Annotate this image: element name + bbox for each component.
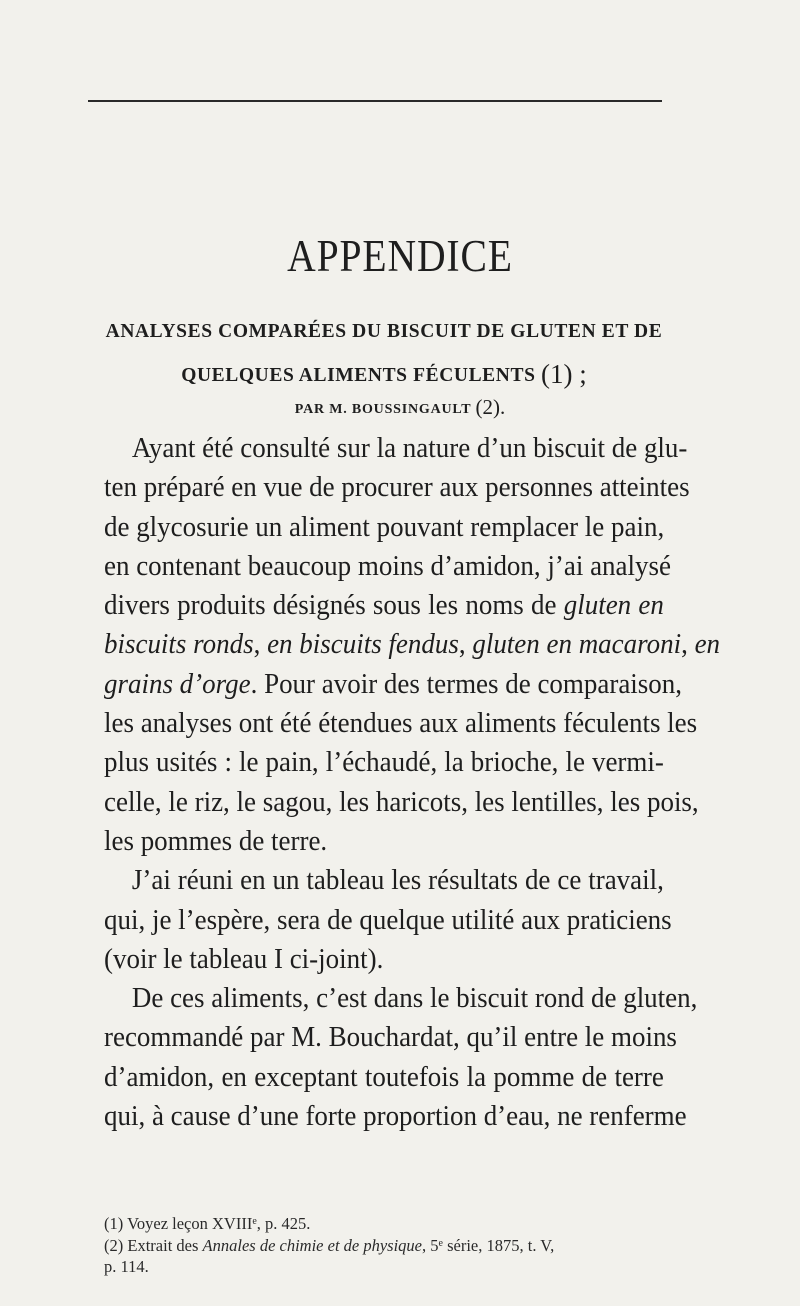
text-line: qui, à cause d’une forte proportion d’eau, ne renferme xyxy=(104,1100,687,1133)
text-line: ten préparé en vue de procurer aux personnes atteintes xyxy=(104,471,690,504)
footnote-ref-1[interactable]: (1) ; xyxy=(541,359,587,389)
section-subtitle xyxy=(104,311,664,397)
appendix-title: APPENDICE xyxy=(287,231,513,281)
italic-term: en biscuits fendus xyxy=(267,628,459,661)
footnote-2: (2) Extrait des Annales de chimie et de physique, 5e série, 1875, t. V, xyxy=(104,1235,555,1255)
journal-title: Annales de chimie et de physique xyxy=(202,1235,423,1255)
author-name: PAR M. BOUSSINGAULT xyxy=(294,402,472,417)
italic-term: en xyxy=(694,628,721,661)
footnote-ref-2[interactable]: (2). xyxy=(475,395,506,419)
footnote-1: (1) Voyez leçon XVIIIe, p. 425. xyxy=(104,1214,311,1233)
text-line: divers produits désignés sous les noms de gluten en xyxy=(104,589,664,622)
text-line: d’amidon, en exceptant toutefois la pomme de terre xyxy=(104,1060,664,1093)
text-line: biscuits ronds, en biscuits fendus, gluten en macaroni, en xyxy=(104,628,721,661)
text-line: De ces aliments, c’est dans le biscuit rond de gluten, xyxy=(131,982,698,1015)
italic-term: gluten en macaroni xyxy=(472,628,682,661)
footnotes xyxy=(104,1213,744,1278)
text-line: plus usités : le pain, l’échaudé, la brioche, le vermi- xyxy=(104,746,664,779)
header-rule xyxy=(88,100,662,102)
italic-term: grains d’orge xyxy=(104,667,251,700)
text-line: (voir le tableau I ci-joint). xyxy=(104,942,384,975)
subtitle-line-2: QUELQUES ALIMENTS FÉCULENTS xyxy=(181,365,536,386)
text-line: recommandé par M. Bouchardat, qu’il entre le moins xyxy=(104,1021,677,1054)
text-line: celle, le riz, le sagou, les haricots, les lentilles, les pois, xyxy=(104,785,699,818)
text-line: les pommes de terre. xyxy=(104,824,328,857)
text-line: Ayant été consulté sur la nature d’un biscuit de glu- xyxy=(131,432,688,464)
text-line: de glycosurie un aliment pouvant remplacer le pain, xyxy=(104,510,665,543)
author-line xyxy=(0,397,800,420)
text-line: J’ai réuni en un tableau les résultats de ce travail, xyxy=(131,864,664,897)
subtitle-line-1: ANALYSES COMPARÉES DU BISCUIT DE GLUTEN ET DE xyxy=(105,321,663,342)
text-line: grains d’orge. Pour avoir des termes de comparaison, xyxy=(104,667,682,700)
footnote-2-continuation: p. 114. xyxy=(104,1257,149,1276)
body-text xyxy=(104,429,721,1136)
text-line: qui, je l’espère, sera de quelque utilité aux praticiens xyxy=(104,903,672,936)
text-line: les analyses ont été étendues aux aliments féculents les xyxy=(104,707,698,740)
italic-term: gluten en xyxy=(563,589,664,622)
text-line: en contenant beaucoup moins d’amidon, j’ai analysé xyxy=(104,549,671,582)
italic-term: biscuits ronds xyxy=(104,628,254,661)
